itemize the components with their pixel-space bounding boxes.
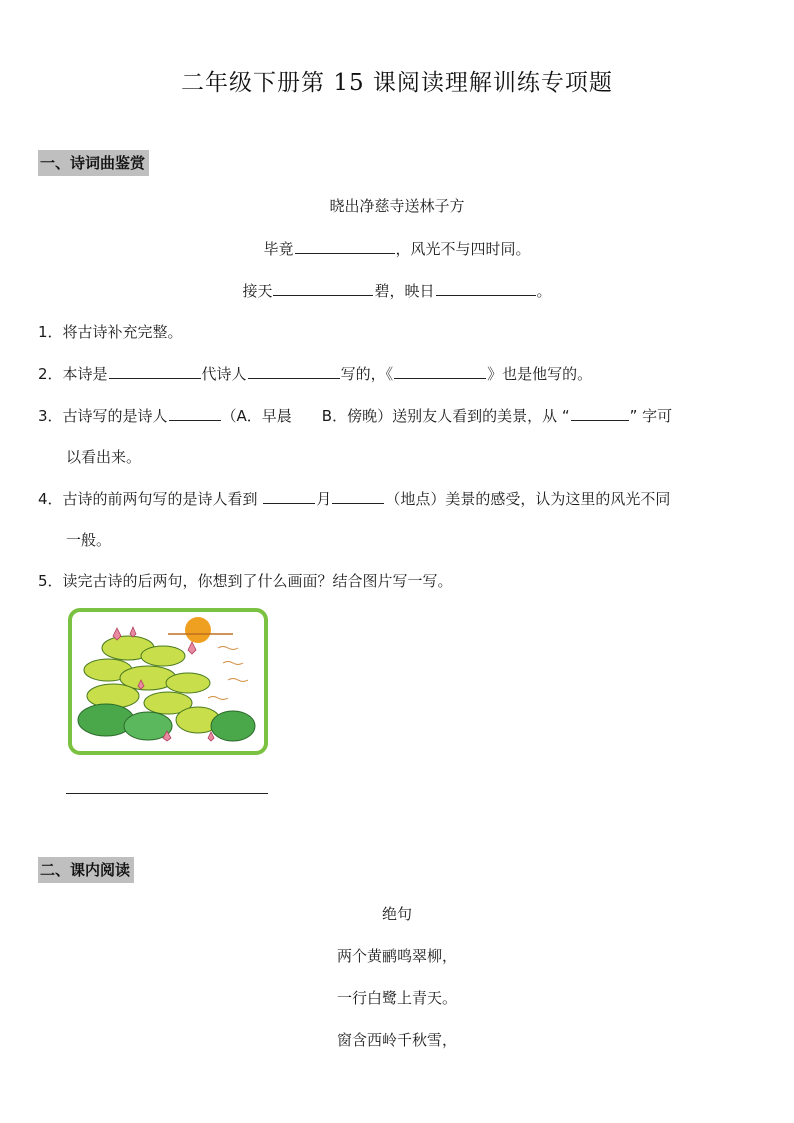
question-2-part-c: 写的，《 xyxy=(340,365,394,383)
blank-field[interactable] xyxy=(332,487,384,504)
question-3-part-b: （A．早晨 B．傍晚）送别友人看到的美景，从 “ xyxy=(221,407,570,425)
poem-line-1-end: ，风光不与四时同。 xyxy=(395,240,531,258)
document-title: 二年级下册第 15 课阅读理解训练专项题 xyxy=(181,70,613,96)
poem-line-2 xyxy=(0,279,794,301)
question-3-part-c: ” 字可 xyxy=(629,407,673,425)
question-3-part-a: 3．古诗写的是诗人 xyxy=(38,407,168,425)
poem-2-line-2: 一行白鹭上青天。 xyxy=(336,989,457,1007)
sun-icon xyxy=(185,617,211,643)
question-4-part-a: 4．古诗的前两句写的是诗人看到 xyxy=(38,490,263,508)
blank-field[interactable] xyxy=(394,362,486,379)
question-2 xyxy=(38,362,592,384)
blank-field[interactable] xyxy=(263,487,315,504)
poem-line-2-mid: 碧，映日 xyxy=(374,282,435,300)
poem-2-line-1: 两个黄鹂鸣翠柳， xyxy=(336,947,457,965)
blank-field[interactable] xyxy=(109,362,201,379)
question-2-part-d: 》也是他写的。 xyxy=(487,365,593,383)
answer-line[interactable] xyxy=(66,793,268,794)
lotus-pond-picture xyxy=(68,608,268,755)
question-2-part-a: 2．本诗是 xyxy=(38,365,108,383)
poem-line-1-start: 毕竟 xyxy=(263,240,294,258)
question-1: 1．将古诗补充完整。 xyxy=(38,323,183,341)
question-4-part-b: 月 xyxy=(316,490,332,508)
blank-field[interactable] xyxy=(436,279,536,296)
blank-field[interactable] xyxy=(571,404,629,421)
blank-field[interactable] xyxy=(295,237,395,254)
blank-field[interactable] xyxy=(169,404,221,421)
blank-field[interactable] xyxy=(248,362,340,379)
poem-line-1 xyxy=(0,237,794,259)
poem-2-title: 绝句 xyxy=(381,905,412,923)
poem-line-2-start: 接天 xyxy=(242,282,273,300)
question-4-continuation: 一般。 xyxy=(66,531,112,549)
question-3 xyxy=(38,404,672,426)
question-2-part-b: 代诗人 xyxy=(201,365,247,383)
question-3-continuation: 以看出来。 xyxy=(66,448,142,466)
section-heading-poetry: 一、诗词曲鉴赏 xyxy=(38,150,149,176)
poem-2-line-3: 窗含西岭千秋雪， xyxy=(336,1031,457,1049)
poem-line-2-end: 。 xyxy=(536,282,552,300)
blank-field[interactable] xyxy=(273,279,373,296)
poem-title: 晓出净慈寺送林子方 xyxy=(329,197,465,215)
question-4 xyxy=(38,487,670,509)
question-4-part-c: （地点）美景的感受，认为这里的风光不同 xyxy=(385,490,671,508)
section-heading-reading: 二、课内阅读 xyxy=(38,857,134,883)
question-5: 5．读完古诗的后两句，你想到了什么画面？结合图片写一写。 xyxy=(38,572,453,590)
